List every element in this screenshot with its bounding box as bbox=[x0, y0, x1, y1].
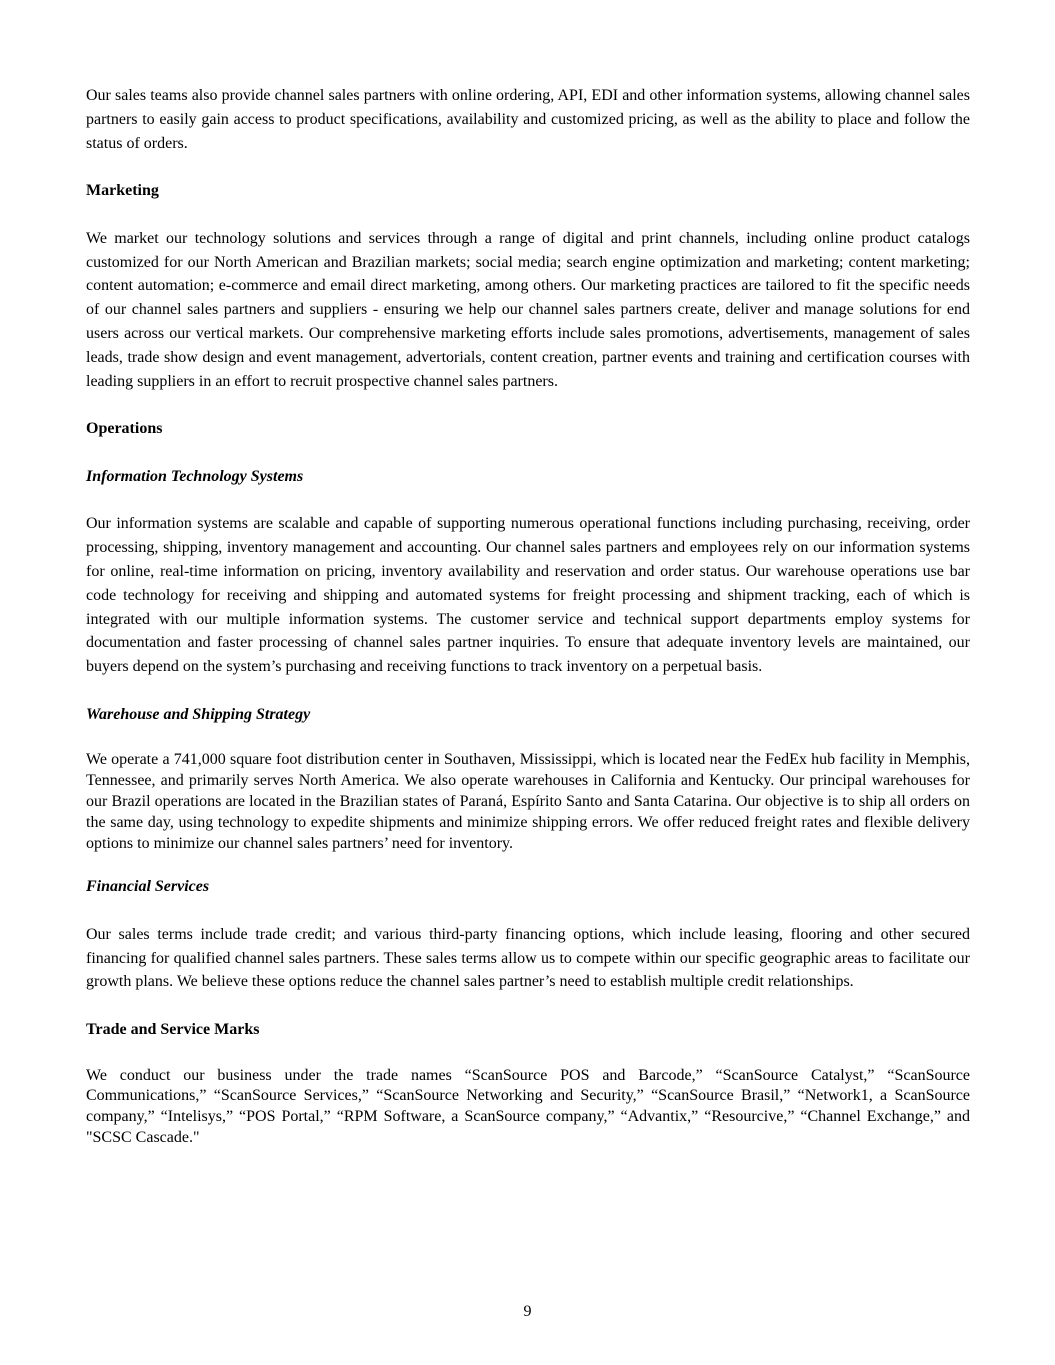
intro-paragraph: Our sales teams also provide channel sales partners with online ordering, API, EDI and other information systems, allowing channel sales partners to easily gain access to product specifications, availability and customized pricing, as well as the ability to place and follow the status of orders. bbox=[86, 87, 970, 152]
it-systems-paragraph: Our information systems are scalable and capable of supporting numerous operational functions including purchasing, receiving, order processing, shipping, inventory management and accounting. Our channel sales partners and employees rely on our information systems for online, real-time information on pricing, inventory availability and reservation and order status. Our warehouse operations use bar code technology for receiving and shipping and automated systems for freight processing and shipment tracking, each of which is integrated with our multiple information systems. The customer service and technical support departments employ systems for documentation and faster processing of channel sales partner inquiries. To ensure that adequate inventory levels are maintained, our buyers depend on the system’s purchasing and receiving functions to track inventory on a perpetual basis. bbox=[86, 515, 970, 676]
spacer bbox=[86, 854, 970, 875]
spacer bbox=[86, 393, 970, 417]
spacer bbox=[86, 899, 970, 923]
spacer bbox=[86, 1042, 970, 1066]
warehouse-paragraph: We operate a 741,000 square foot distribution center in Southaven, Mississippi, which is located near the FedEx hub facility in Memphis, Tennessee, and primarily serves North America. We also operate warehouses in California and Kentucky. Our principal warehouses for our Brazil operations are located in the Brazilian states of Paraná, Espírito Santo and Santa Catarina. Our objective is to ship all orders on the same day, using technology to expedite shipments and minimize shipping errors. We offer reduced freight rates and flexible delivery options to minimize our channel sales partners’ need for inventory. bbox=[86, 751, 970, 852]
trade-marks-paragraph: We conduct our business under the trade names “ScanSource POS and Barcode,” “ScanSource Catalyst,” “ScanSource Communications,” “ScanSource Services,” “ScanSource Networking and Security,” “ScanSource Brasil,” “Network1, a ScanSource company,” “Intelisys,” “POS Portal,” “RPM Software, a ScanSource company,” “Advantix,” “Resourcive,” “Channel Exchange,” and "SCSC Cascade." bbox=[86, 1066, 970, 1147]
spacer bbox=[86, 679, 970, 703]
page-number: 9 bbox=[523, 1303, 532, 1320]
marketing-heading: Marketing bbox=[86, 182, 159, 200]
it-systems-subheading: Information Technology Systems bbox=[86, 467, 304, 485]
spacer bbox=[86, 441, 970, 465]
spacer bbox=[86, 994, 970, 1018]
spacer bbox=[86, 155, 970, 179]
spacer bbox=[86, 489, 970, 513]
financial-subheading: Financial Services bbox=[86, 878, 210, 896]
trade-marks-heading: Trade and Service Marks bbox=[86, 1021, 260, 1039]
operations-heading: Operations bbox=[86, 420, 163, 438]
spacer bbox=[86, 727, 970, 751]
warehouse-subheading: Warehouse and Shipping Strategy bbox=[86, 705, 311, 723]
spacer bbox=[86, 203, 970, 227]
marketing-paragraph: We market our technology solutions and services through a range of digital and print channels, including online product catalogs customized for our North American and Brazilian markets; social media; search engine optimization and marketing; content marketing; content automation; e-commerce and email direct marketing, among others. Our marketing practices are tailored to fit the specific needs of our channel sales partners and suppliers - ensuring we help our channel sales partners create, deliver and manage solutions for end users across our vertical markets. Our comprehensive marketing efforts include sales promotions, advertisements, management of sales leads, trade show design and event management, advertorials, content creation, partner events and training and certification courses with leading suppliers in an effort to recruit prospective channel sales partners. bbox=[86, 229, 970, 390]
document-page bbox=[86, 84, 970, 1149]
financial-paragraph: Our sales terms include trade credit; and various third-party financing options, which include leasing, flooring and other secured financing for qualified channel sales partners. These sales terms allow us to compete within our specific geographic areas to facilitate our growth plans. We believe these options reduce the channel sales partner’s need to establish multiple credit relationships. bbox=[86, 925, 970, 991]
